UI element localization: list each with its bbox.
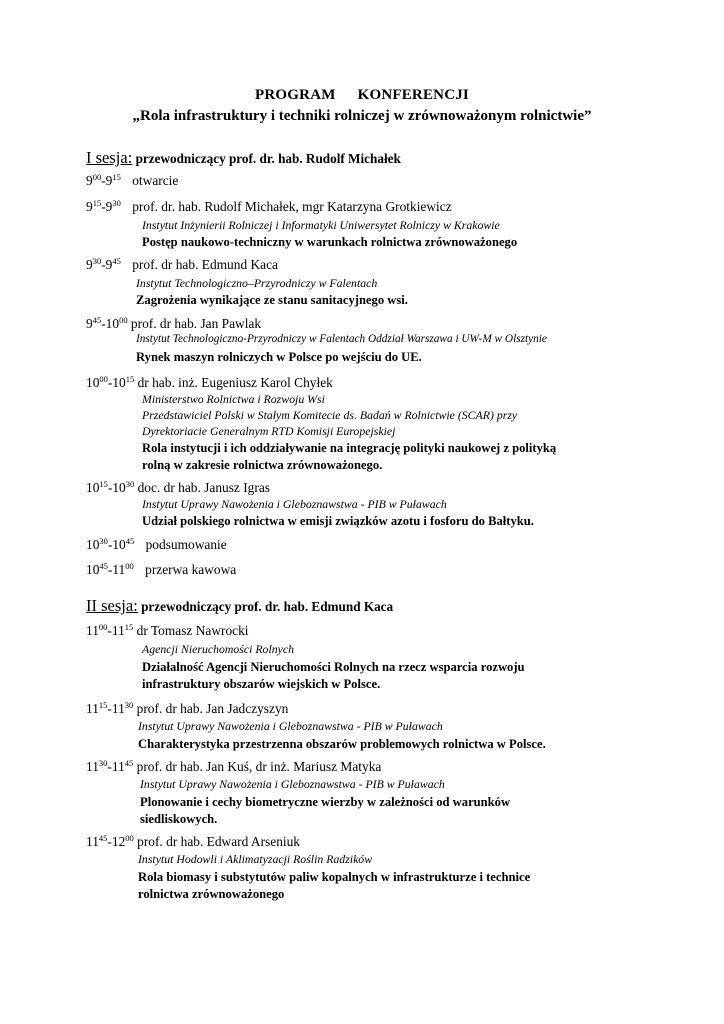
- item-speaker: prof. dr hab. Jan Pawlak: [130, 316, 262, 331]
- item-talk-title: rolnictwa zrównoważonego: [138, 887, 285, 901]
- item-speaker: prof. dr hab. Edmund Kaca: [132, 257, 278, 272]
- item-institution: Agencji Nieruchomości Rolnych: [142, 642, 295, 656]
- item-speaker: prof. dr hab. Edward Arseniuk: [137, 834, 301, 849]
- item-speaker: podsumowanie: [145, 537, 227, 552]
- item-talk-title: Zagrożenia wynikające ze stanu sanitacyjnego wsi.: [136, 293, 408, 307]
- item-talk-title: Plonowanie i cechy biometryczne wierzby w zależności od warunków: [140, 795, 511, 809]
- program-item: [86, 172, 706, 194]
- item-talk-title: Udział polskiego rolnictwa w emisji związków azotu i fosforu do Bałtyku.: [142, 514, 534, 528]
- time-slot: $11^{45}-12^{00}$: [86, 833, 134, 849]
- session-1-name: I sesja:: [86, 148, 133, 167]
- item-talk-title: Rola biomasy i substytutów paliw kopalnych w infrastrukturze i technice: [138, 870, 531, 884]
- item-talk-title: Charakterystyka przestrzenna obszarów problemowych rolnictwa w Polsce.: [138, 737, 546, 751]
- item-speaker: przerwa kawowa: [145, 562, 237, 577]
- program-item: [86, 374, 706, 474]
- session-2-name: II sesja:: [86, 596, 138, 615]
- item-institution: Instytut Uprawy Nawożenia i Gleboznawstwa - PIB w Puławach: [142, 497, 447, 511]
- time-slot: $10^{00}-10^{15}$: [86, 374, 135, 390]
- time-slot: $9^{00}-9^{15}$: [86, 172, 121, 188]
- item-speaker: dr hab. inż. Eugeniusz Karol Chyłek: [137, 375, 333, 390]
- title-word-2: KONFERENCJI: [357, 87, 469, 103]
- item-institution: Instytut Uprawy Nawożenia i Gleboznawstwa - PIB w Puławach: [140, 777, 445, 791]
- time-slot: $9^{15}-9^{30}$: [86, 198, 121, 214]
- title-word-1: PROGRAM: [255, 87, 336, 103]
- item-talk-title: infrastruktury obszarów wiejskich w Polsce.: [142, 677, 381, 691]
- time-slot: $11^{30}-11^{45}$: [86, 758, 134, 774]
- item-speaker: doc. dr hab. Janusz Igras: [137, 480, 270, 495]
- time-slot: $10^{45}-11^{00}$: [86, 561, 134, 577]
- item-institution: Instytut Hodowli i Aklimatyzacji Roślin Radzików: [138, 852, 373, 866]
- item-speaker: prof. dr. hab. Rudolf Michałek, mgr Katarzyna Grotkiewicz: [132, 199, 452, 214]
- session-1-heading: [86, 148, 401, 168]
- item-institution: Instytut Inżynierii Rolniczej i Informatyki Uniwersytet Rolniczy w Krakowie: [142, 218, 500, 232]
- program-item: [86, 479, 706, 531]
- item-talk-title: rolną w zakresie rolnictwa zrównoważonego.: [142, 458, 383, 472]
- program-item: [86, 198, 706, 258]
- item-talk-title: Rynek maszyn rolniczych w Polsce po wejściu do UE.: [136, 350, 422, 364]
- item-speaker: prof. dr hab. Jan Kuś, dr inż. Mariusz Matyka: [136, 759, 382, 774]
- time-slot: $11^{15}-11^{30}$: [86, 700, 134, 716]
- item-institution: Instytut Technologiczno-Przyrodniczy w Falentach Oddział Warszawa i UW-M w Olsztynie: [136, 333, 547, 345]
- item-talk-title: Rola instytucji i ich oddziaływanie na integrację polityki naukowej z polityką: [142, 441, 557, 455]
- item-talk-title: Działalność Agencji Nieruchomości Rolnych na rzecz wsparcia rozwoju: [142, 660, 525, 674]
- item-speaker: dr Tomasz Nawrocki: [136, 623, 249, 638]
- item-institution: Instytut Technologiczno–Przyrodniczy w Falentach: [136, 276, 378, 290]
- time-slot: $9^{45}-10^{00}$: [86, 315, 128, 331]
- program-item: [86, 622, 706, 694]
- item-institution: Instytut Uprawy Nawożenia i Gleboznawstwa - PIB w Puławach: [138, 719, 443, 733]
- program-item: [86, 256, 706, 312]
- item-talk-title: Postęp naukowo-techniczny w warunkach rolnictwa zrównoważonego: [142, 235, 518, 249]
- time-slot: $9^{30}-9^{45}$: [86, 256, 121, 272]
- program-title: [0, 87, 724, 104]
- item-speaker: otwarcie: [132, 173, 179, 188]
- time-slot: $10^{30}-10^{45}$: [86, 536, 135, 552]
- program-item: [86, 833, 706, 905]
- time-slot: $11^{00}-11^{15}$: [86, 622, 134, 638]
- conference-subtitle: „Rola infrastruktury i techniki rolniczej w zrównoważonym rolnictwie”: [132, 108, 592, 124]
- program-item: [86, 758, 706, 830]
- item-institution: Dyrektoriacie Generalnym RTD Komisji Europejskiej: [142, 424, 396, 438]
- item-institution: Przedstawiciel Polski w Stałym Komitecie ds. Badań w Rolnictwie (SCAR) przy: [142, 408, 518, 422]
- item-speaker: prof. dr hab. Jan Jadczyszyn: [136, 701, 289, 716]
- item-talk-title: siedliskowych.: [140, 812, 218, 826]
- session-2-chair: przewodniczący prof. dr. hab. Edmund Kaca: [141, 599, 394, 614]
- program-item: [86, 700, 706, 756]
- program-item: [86, 536, 706, 558]
- session-1-chair: przewodniczący prof. dr. hab. Rudolf Michałek: [135, 151, 401, 166]
- program-item: [86, 561, 706, 583]
- session-2-heading: [86, 596, 393, 616]
- program-item: [86, 315, 706, 371]
- time-slot: $10^{15}-10^{30}$: [86, 479, 135, 495]
- item-institution: Ministerstwo Rolnictwa i Rozwoju Wsi: [142, 392, 325, 406]
